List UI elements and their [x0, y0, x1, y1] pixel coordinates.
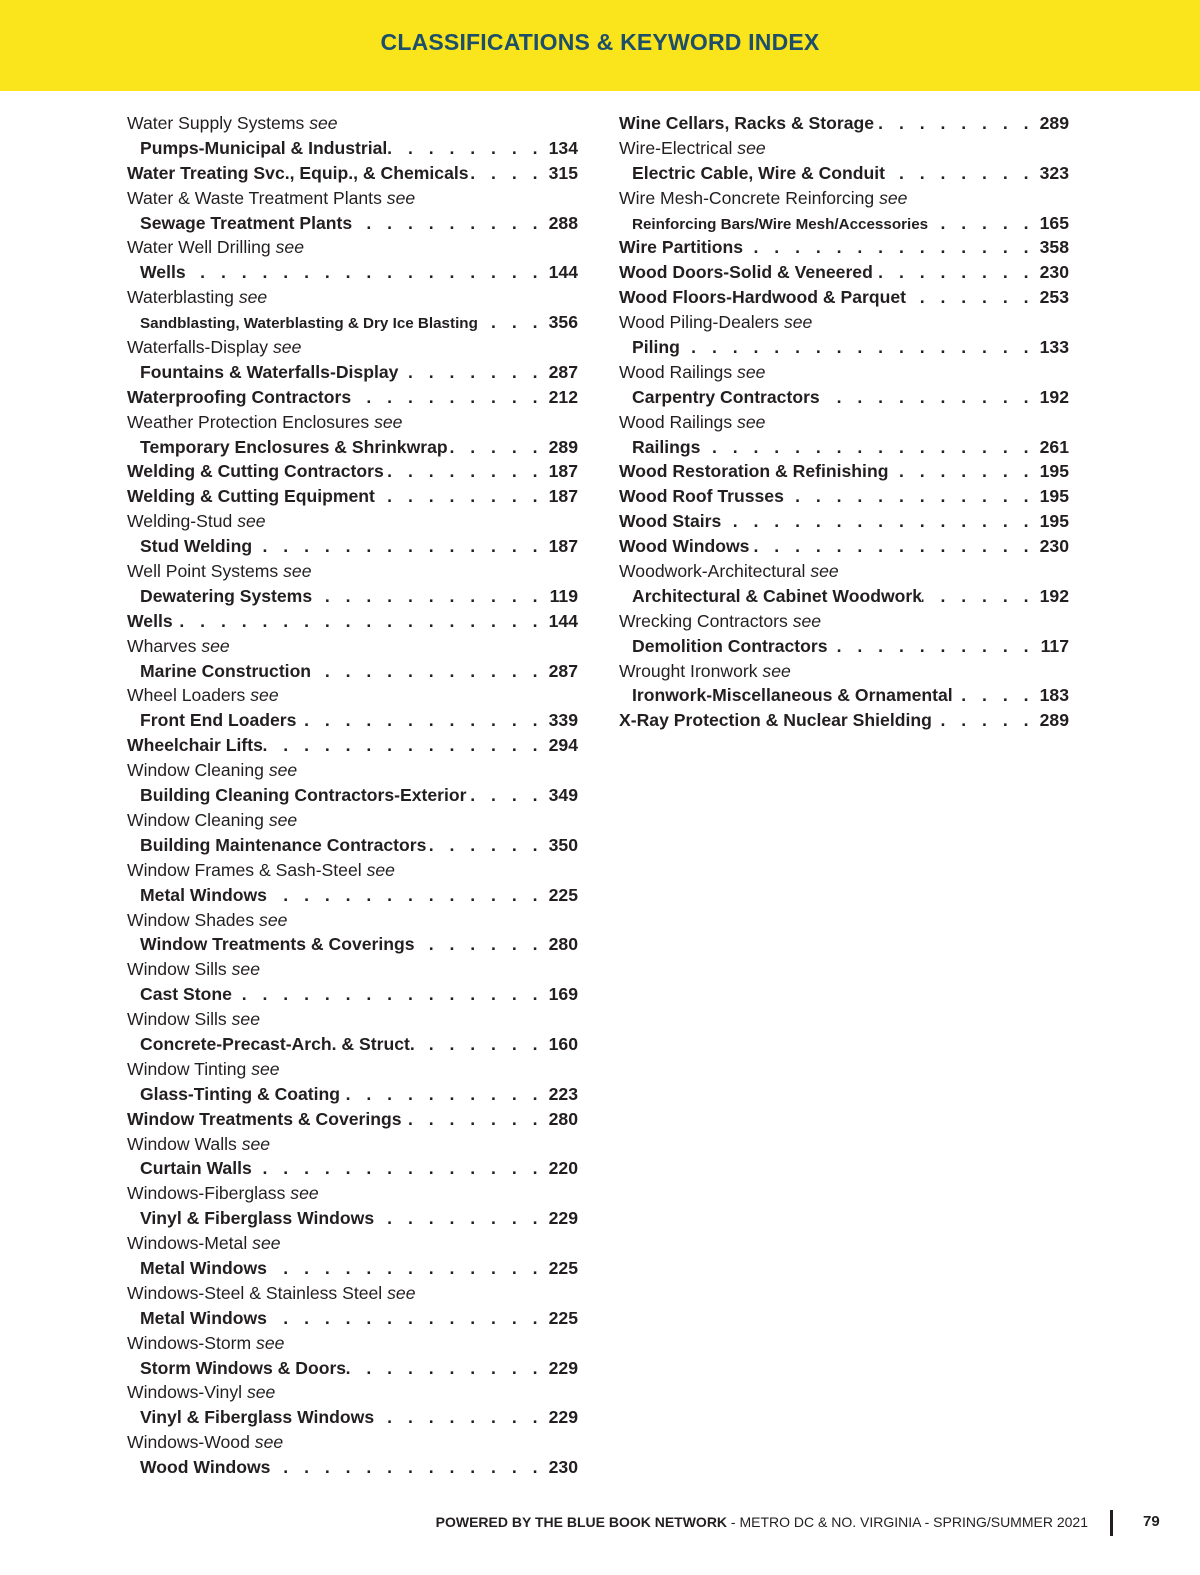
- index-sub-entry: [619, 683, 1069, 708]
- dot-leader: [928, 211, 1036, 236]
- entry-label: Storm Windows & Doors: [140, 1357, 347, 1378]
- entry-label: Front End Loaders: [140, 710, 297, 731]
- entry-label: Piling: [632, 337, 680, 358]
- dot-leader: [374, 1206, 545, 1231]
- index-entry: [127, 385, 578, 410]
- index-sub-entry: [619, 161, 1069, 186]
- page-title: CLASSIFICATIONS & KEYWORD INDEX: [380, 29, 820, 55]
- reference-term: Wrecking Contractors: [619, 610, 788, 631]
- page-number: 79: [1143, 1513, 1160, 1530]
- page-ref: 229: [548, 1407, 578, 1428]
- see-label: see: [237, 511, 266, 532]
- page-ref: 261: [1039, 436, 1069, 457]
- page-ref: 117: [1040, 635, 1069, 656]
- index-cross-reference: [127, 1181, 578, 1206]
- reference-term: Water & Waste Treatment Plants: [127, 187, 382, 208]
- see-label: see: [238, 287, 268, 308]
- see-label: see: [737, 411, 766, 432]
- index-sub-entry: [127, 584, 578, 609]
- index-sub-entry: [619, 634, 1069, 659]
- page-ref: 195: [1039, 511, 1069, 532]
- entry-label: Window Treatments & Coverings: [127, 1108, 402, 1129]
- dot-leader: [743, 235, 1036, 260]
- index-entry: [619, 534, 1069, 559]
- index-sub-entry: [127, 435, 578, 460]
- index-entry: [127, 484, 578, 509]
- dot-leader: [906, 285, 1036, 310]
- entry-label: Sandblasting, Waterblasting & Dry Ice Blasting: [140, 315, 478, 333]
- index-sub-entry: [619, 584, 1069, 609]
- dot-leader: [478, 310, 545, 335]
- dot-leader: [352, 211, 545, 236]
- dot-leader: [700, 435, 1036, 460]
- entry-label: Temporary Enclosures & Shrinkwrap: [140, 436, 448, 457]
- index-sub-entry: [127, 1156, 578, 1181]
- index-entry: [619, 285, 1069, 310]
- index-entry: [619, 708, 1069, 733]
- dot-leader: [311, 659, 545, 684]
- index-sub-entry: [619, 335, 1069, 360]
- dot-leader: [467, 783, 546, 808]
- entry-label: Welding & Cutting Contractors: [127, 461, 384, 482]
- index-cross-reference: [127, 1281, 578, 1306]
- dot-leader: [270, 1455, 545, 1480]
- index-sub-entry: [619, 435, 1069, 460]
- entry-label: Carpentry Contractors: [632, 386, 820, 407]
- footer-brand: POWERED BY THE BLUE BOOK NETWORK: [435, 1514, 728, 1530]
- entry-label: Wood Windows: [619, 536, 750, 557]
- index-sub-entry: [127, 932, 578, 957]
- page-ref: 225: [548, 1257, 578, 1278]
- see-label: see: [252, 1233, 281, 1254]
- see-label: see: [792, 610, 822, 631]
- reference-term: Wire Mesh-Concrete Reinforcing: [619, 187, 875, 208]
- page-ref: 160: [548, 1033, 578, 1054]
- entry-label: Ironwork-Miscellaneous & Ornamental: [632, 685, 953, 706]
- see-label: see: [250, 685, 279, 706]
- index-entry: [619, 509, 1069, 534]
- index-entry: [127, 1107, 578, 1132]
- page-ref: 225: [548, 1307, 578, 1328]
- entry-label: Wood Stairs: [619, 511, 722, 532]
- page-ref: 229: [548, 1357, 578, 1378]
- see-label: see: [246, 1382, 276, 1403]
- page-ref: 280: [548, 934, 578, 955]
- see-label: see: [309, 113, 338, 133]
- see-label: see: [259, 909, 288, 930]
- dot-leader: [885, 161, 1036, 186]
- entry-label: Wood Restoration & Refinishing: [619, 461, 889, 482]
- entry-label: Railings: [632, 436, 701, 457]
- page-ref: 253: [1039, 287, 1069, 308]
- page-ref: 289: [548, 436, 578, 457]
- index-entry: [619, 260, 1069, 285]
- index-cross-reference: [127, 683, 578, 708]
- entry-label: Architectural & Cabinet Woodwork: [632, 585, 923, 606]
- reference-term: Weather Protection Enclosures: [127, 411, 370, 432]
- dot-leader: [267, 1306, 545, 1331]
- dot-leader: [186, 260, 545, 285]
- entry-label: Metal Windows: [140, 1307, 267, 1328]
- page-ref: 287: [548, 361, 578, 382]
- index-cross-reference: [619, 360, 1069, 385]
- reference-term: Window Walls: [127, 1133, 237, 1154]
- dot-leader: [820, 385, 1036, 410]
- page-ref: 195: [1039, 486, 1069, 507]
- see-label: see: [366, 859, 395, 880]
- reference-term: Window Sills: [127, 959, 227, 980]
- reference-term: Wood Railings: [619, 361, 733, 382]
- header-banner: [0, 0, 1200, 91]
- dot-leader: [680, 335, 1036, 360]
- page-footer: [0, 1510, 1200, 1540]
- page-ref: 289: [1039, 710, 1069, 731]
- page-ref: 134: [548, 137, 578, 158]
- dot-leader: [252, 1156, 545, 1181]
- reference-term: Window Tinting: [127, 1058, 247, 1079]
- dot-leader: [263, 733, 545, 758]
- reference-term: Wood Railings: [619, 411, 733, 432]
- entry-label: Wells: [140, 262, 186, 283]
- dot-leader: [340, 1082, 545, 1107]
- entry-label: Building Cleaning Contractors-Exterior: [140, 785, 467, 806]
- index-sub-entry: [619, 211, 1069, 236]
- index-cross-reference: [619, 136, 1069, 161]
- page-ref: 220: [548, 1158, 578, 1179]
- reference-term: Water Supply Systems: [127, 113, 305, 133]
- entry-label: Cast Stone: [140, 984, 232, 1005]
- dot-leader: [173, 609, 545, 634]
- page-ref: 225: [548, 884, 578, 905]
- dot-leader: [874, 111, 1036, 136]
- page-ref: 144: [548, 610, 578, 631]
- dot-leader: [351, 385, 545, 410]
- index-sub-entry: [127, 1306, 578, 1331]
- page-ref: 323: [1039, 162, 1069, 183]
- reference-term: Wrought Ironwork: [619, 660, 758, 681]
- page-ref: 212: [548, 386, 578, 407]
- see-label: see: [290, 1183, 319, 1204]
- index-cross-reference: [619, 559, 1069, 584]
- index-sub-entry: [127, 1455, 578, 1480]
- index-cross-reference: [619, 186, 1069, 211]
- dot-leader: [387, 136, 545, 161]
- reference-term: Windows-Storm: [127, 1332, 252, 1353]
- entry-label: Vinyl & Fiberglass Windows: [140, 1208, 375, 1229]
- index-sub-entry: [127, 1356, 578, 1381]
- index-cross-reference: [127, 908, 578, 933]
- entry-label: Concrete-Precast-Arch. & Struct.: [140, 1033, 415, 1054]
- index-cross-reference: [127, 1430, 578, 1455]
- index-sub-entry: [127, 783, 578, 808]
- entry-label: Wine Cellars, Racks & Storage: [619, 113, 875, 133]
- index-cross-reference: [127, 1231, 578, 1256]
- reference-term: Wharves: [127, 635, 197, 656]
- dot-leader: [873, 260, 1036, 285]
- reference-term: Window Shades: [127, 909, 255, 930]
- index-cross-reference: [127, 285, 578, 310]
- entry-label: Curtain Walls: [140, 1158, 252, 1179]
- see-label: see: [231, 959, 260, 980]
- reference-term: Windows-Fiberglass: [127, 1183, 286, 1204]
- page-ref: 230: [548, 1457, 578, 1478]
- page-ref: 350: [548, 834, 578, 855]
- entry-label: Dewatering Systems: [140, 585, 313, 606]
- index-column-right: [619, 111, 1069, 733]
- index-cross-reference: [127, 1057, 578, 1082]
- index-cross-reference: [127, 335, 578, 360]
- entry-label: Metal Windows: [140, 1257, 267, 1278]
- see-label: see: [201, 635, 230, 656]
- page-ref: 288: [548, 212, 578, 233]
- reference-term: Window Cleaning: [127, 809, 264, 830]
- dot-leader: [415, 932, 545, 957]
- see-label: see: [273, 337, 302, 358]
- see-label: see: [268, 809, 298, 830]
- see-label: see: [386, 187, 416, 208]
- see-label: see: [879, 187, 908, 208]
- entry-label: Wells: [127, 610, 173, 631]
- index-sub-entry: [127, 659, 578, 684]
- page-ref: 287: [548, 660, 578, 681]
- index-sub-entry: [127, 136, 578, 161]
- page-ref: 230: [1039, 262, 1069, 283]
- index-cross-reference: [127, 559, 578, 584]
- dot-leader: [953, 683, 1036, 708]
- see-label: see: [783, 312, 813, 333]
- entry-label: Wood Roof Trusses: [619, 486, 784, 507]
- page-ref: 192: [1039, 585, 1069, 606]
- reference-term: Welding-Stud: [127, 511, 233, 532]
- page-ref: 187: [548, 461, 578, 482]
- entry-label: Marine Construction: [140, 660, 312, 681]
- index-sub-entry: [127, 1032, 578, 1057]
- index-sub-entry: [127, 260, 578, 285]
- dot-leader: [267, 1256, 545, 1281]
- dot-leader: [312, 584, 545, 609]
- index-column-left: [127, 111, 578, 1480]
- page-ref: 315: [548, 162, 578, 183]
- dot-leader: [375, 484, 545, 509]
- dot-leader: [232, 982, 545, 1007]
- see-label: see: [387, 1282, 416, 1303]
- index-sub-entry: [127, 360, 578, 385]
- see-label: see: [254, 1432, 284, 1453]
- dot-leader: [402, 1107, 545, 1132]
- footer-divider: [1110, 1510, 1113, 1536]
- page-ref: 183: [1039, 685, 1069, 706]
- reference-term: Windows-Vinyl: [127, 1382, 243, 1403]
- index-entry: [127, 733, 578, 758]
- entry-label: Building Maintenance Contractors: [140, 834, 427, 855]
- index-cross-reference: [127, 957, 578, 982]
- dot-leader: [415, 1032, 545, 1057]
- page-ref: 223: [548, 1083, 578, 1104]
- reference-term: Water Well Drilling: [127, 237, 271, 258]
- entry-label: Welding & Cutting Equipment: [127, 486, 375, 507]
- entry-label: Reinforcing Bars/Wire Mesh/Accessories: [632, 215, 929, 233]
- entry-label: Water Treating Svc., Equip., & Chemicals: [127, 162, 469, 183]
- dot-leader: [267, 883, 545, 908]
- entry-label: Wheelchair Lifts: [127, 735, 263, 756]
- page-ref: 192: [1039, 386, 1069, 407]
- index-sub-entry: [619, 385, 1069, 410]
- see-label: see: [374, 411, 403, 432]
- index-cross-reference: [127, 111, 578, 136]
- index-entry: [127, 161, 578, 186]
- index-sub-entry: [127, 1256, 578, 1281]
- page-ref: 187: [548, 486, 578, 507]
- reference-term: Windows-Metal: [127, 1233, 248, 1254]
- index-cross-reference: [127, 186, 578, 211]
- dot-leader: [252, 534, 545, 559]
- page-ref: 195: [1039, 461, 1069, 482]
- entry-label: Electric Cable, Wire & Conduit: [632, 162, 886, 183]
- index-entry: [619, 459, 1069, 484]
- entry-label: Pumps-Municipal & Industrial: [140, 137, 388, 158]
- reference-term: Windows-Wood: [127, 1432, 250, 1453]
- dot-leader: [398, 360, 545, 385]
- dot-leader: [888, 459, 1036, 484]
- index-cross-reference: [127, 509, 578, 534]
- index-sub-entry: [127, 833, 578, 858]
- index-sub-entry: [127, 708, 578, 733]
- reference-term: Window Frames & Sash-Steel: [127, 859, 362, 880]
- dot-leader: [784, 484, 1036, 509]
- reference-term: Wheel Loaders: [127, 685, 246, 706]
- index-cross-reference: [127, 1331, 578, 1356]
- index-sub-entry: [127, 883, 578, 908]
- dot-leader: [469, 161, 545, 186]
- index-sub-entry: [127, 534, 578, 559]
- page-ref: 230: [1039, 536, 1069, 557]
- index-sub-entry: [127, 211, 578, 236]
- reference-term: Window Sills: [127, 1009, 227, 1030]
- page-ref: 165: [1039, 212, 1069, 233]
- entry-label: Wood Doors-Solid & Veneered: [619, 262, 873, 283]
- dot-leader: [346, 1356, 545, 1381]
- dot-leader: [448, 435, 545, 460]
- index-sub-entry: [127, 1405, 578, 1430]
- index-cross-reference: [619, 659, 1069, 684]
- dot-leader: [922, 584, 1036, 609]
- see-label: see: [275, 237, 304, 258]
- page-ref: 289: [1039, 113, 1069, 133]
- see-label: see: [283, 561, 312, 582]
- index-cross-reference: [619, 310, 1069, 335]
- page-ref: 144: [548, 262, 578, 283]
- reference-term: Window Cleaning: [127, 760, 264, 781]
- page-ref: 294: [548, 735, 578, 756]
- page-ref: 229: [548, 1208, 578, 1229]
- see-label: see: [810, 561, 839, 582]
- entry-label: Window Treatments & Coverings: [140, 934, 415, 955]
- page-ref: 339: [548, 710, 578, 731]
- dot-leader: [296, 708, 545, 733]
- reference-term: Wire-Electrical: [619, 137, 733, 158]
- see-label: see: [268, 760, 298, 781]
- index-entry: [619, 235, 1069, 260]
- page-ref: 349: [548, 785, 578, 806]
- page-ref: 356: [548, 312, 578, 333]
- index-cross-reference: [127, 858, 578, 883]
- index-cross-reference: [127, 1380, 578, 1405]
- dot-leader: [426, 833, 545, 858]
- index-cross-reference: [619, 609, 1069, 634]
- index-entry: [127, 459, 578, 484]
- index-sub-entry: [127, 982, 578, 1007]
- dot-leader: [721, 509, 1036, 534]
- index-sub-entry: [127, 1206, 578, 1231]
- entry-label: Glass-Tinting & Coating: [140, 1083, 341, 1104]
- dot-leader: [828, 634, 1037, 659]
- reference-term: Windows-Steel & Stainless Steel: [127, 1282, 383, 1303]
- page-ref: 280: [548, 1108, 578, 1129]
- dot-leader: [384, 459, 545, 484]
- reference-term: Waterblasting: [127, 287, 234, 308]
- see-label: see: [251, 1058, 280, 1079]
- see-label: see: [231, 1009, 260, 1030]
- index-cross-reference: [127, 758, 578, 783]
- page-ref: 133: [1039, 337, 1069, 358]
- index-cross-reference: [127, 634, 578, 659]
- index-cross-reference: [619, 410, 1069, 435]
- dot-leader: [374, 1405, 545, 1430]
- entry-label: Vinyl & Fiberglass Windows: [140, 1407, 375, 1428]
- index-sub-entry: [127, 310, 578, 335]
- reference-term: Wood Piling-Dealers: [619, 312, 780, 333]
- index-cross-reference: [127, 235, 578, 260]
- index-entry: [619, 111, 1069, 136]
- entry-label: Fountains & Waterfalls-Display: [140, 361, 399, 382]
- entry-label: Demolition Contractors: [632, 635, 828, 656]
- page-ref: 169: [548, 984, 578, 1005]
- footer-edition: - METRO DC & NO. VIRGINIA - SPRING/SUMMER 2021: [727, 1514, 1088, 1530]
- see-label: see: [737, 361, 766, 382]
- entry-label: Stud Welding: [140, 536, 253, 557]
- page-ref: 119: [549, 585, 578, 606]
- index-cross-reference: [127, 1132, 578, 1157]
- entry-label: X-Ray Protection & Nuclear Shielding: [619, 710, 932, 731]
- index-cross-reference: [127, 808, 578, 833]
- dot-leader: [932, 708, 1036, 733]
- index-cross-reference: [127, 1007, 578, 1032]
- entry-label: Wire Partitions: [619, 237, 743, 258]
- index-sub-entry: [127, 1082, 578, 1107]
- entry-label: Waterproofing Contractors: [127, 386, 352, 407]
- see-label: see: [241, 1133, 271, 1154]
- see-label: see: [256, 1332, 285, 1353]
- index-cross-reference: [127, 410, 578, 435]
- entry-label: Wood Windows: [140, 1457, 271, 1478]
- reference-term: Woodwork-Architectural: [619, 561, 806, 582]
- page-ref: 358: [1039, 237, 1069, 258]
- reference-term: Well Point Systems: [127, 561, 279, 582]
- see-label: see: [762, 660, 791, 681]
- index-entry: [127, 609, 578, 634]
- dot-leader: [749, 534, 1036, 559]
- footer-credit: [436, 1514, 1088, 1530]
- entry-label: Sewage Treatment Plants: [140, 212, 353, 233]
- index-entry: [619, 484, 1069, 509]
- reference-term: Waterfalls-Display: [127, 337, 269, 358]
- entry-label: Metal Windows: [140, 884, 267, 905]
- page-ref: 187: [548, 536, 578, 557]
- entry-label: Wood Floors-Hardwood & Parquet: [619, 287, 907, 308]
- see-label: see: [737, 137, 766, 158]
